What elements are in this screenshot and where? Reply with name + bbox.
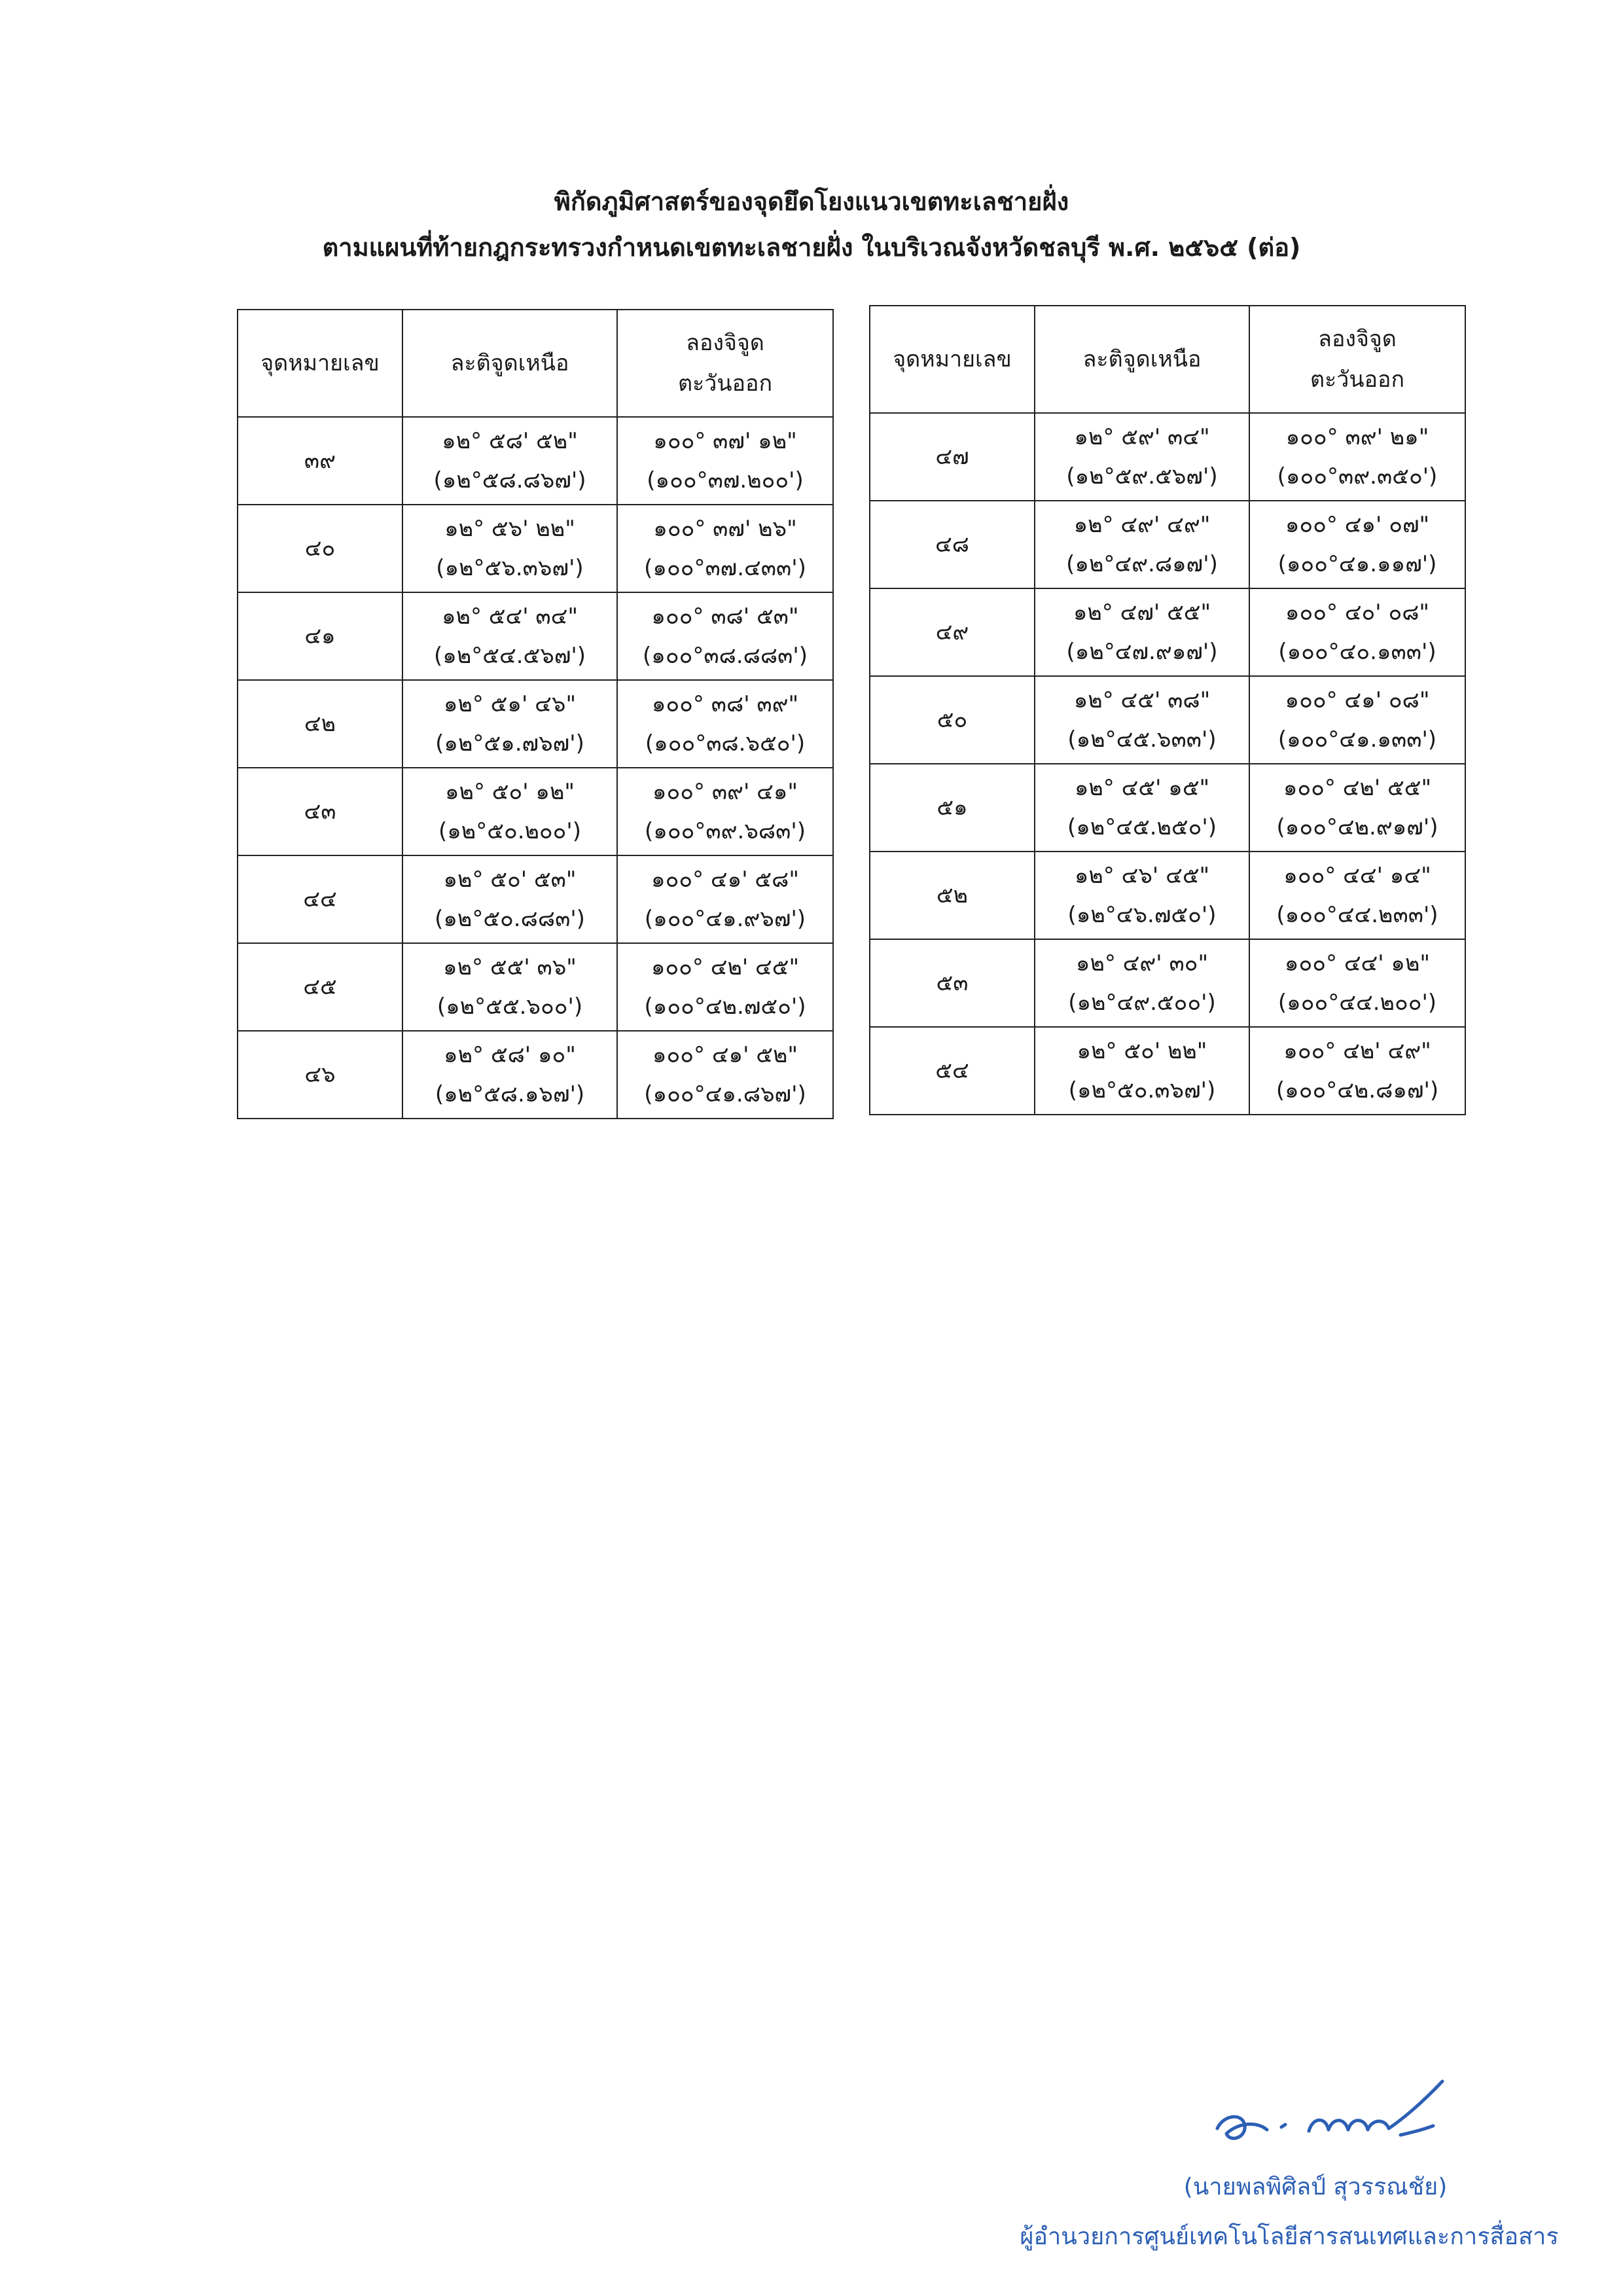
- longitude-dms: ๑๐๐° ๓๗' ๒๖": [653, 516, 797, 542]
- point-number-cell: ๕๓: [870, 939, 1035, 1027]
- page-title-line-2: ตามแผนที่ท้ายกฎกระทรวงกำหนดเขตทะเลชายฝั่ง ในบริเวณจังหวัดชลบุรี พ.ศ. ๒๕๖๕ (ต่อ): [322, 233, 1301, 262]
- signatory-name: (นายพลพิศิลป์ สุวรรณชัย): [1183, 2174, 1448, 2200]
- table-row: [870, 588, 1465, 676]
- point-number-cell: ๔๓: [238, 768, 402, 855]
- longitude-cell: [1249, 939, 1465, 1027]
- point-number-cell: ๔๙: [870, 588, 1035, 676]
- longitude-decimal: (๑๐๐°๓๙.๓๕๐'): [1277, 463, 1438, 490]
- longitude-decimal: (๑๐๐°๓๗.๔๓๓'): [644, 555, 806, 581]
- latitude-dms: ๑๒° ๔๙' ๓๐": [1075, 950, 1209, 977]
- longitude-dms: ๑๐๐° ๔๒' ๔๕": [651, 954, 800, 980]
- latitude-decimal: (๑๒°๔๗.๙๑๗'): [1066, 639, 1218, 665]
- longitude-decimal: (๑๐๐°๔๑.๑๑๗'): [1277, 551, 1437, 577]
- latitude-cell: [1035, 413, 1249, 501]
- latitude-decimal: (๑๒°๕๐.๓๖๗'): [1068, 1077, 1216, 1103]
- longitude-cell: [617, 1031, 833, 1119]
- longitude-dms: ๑๐๐° ๔๑' ๕๒": [652, 1042, 798, 1068]
- table-row: [870, 764, 1465, 852]
- point-number-cell: ๓๙: [238, 417, 402, 505]
- latitude-dms: ๑๒° ๔๗' ๕๕": [1073, 600, 1211, 626]
- header-latitude: ละติจูดเหนือ: [402, 310, 617, 417]
- latitude-decimal: (๑๒°๔๕.๖๓๓'): [1067, 726, 1217, 753]
- latitude-cell: [402, 855, 617, 943]
- latitude-dms: ๑๒° ๕๐' ๕๓": [443, 867, 577, 893]
- point-number-cell: ๔๔: [238, 855, 402, 943]
- latitude-dms: ๑๒° ๔๙' ๔๙": [1073, 512, 1211, 538]
- latitude-dms: ๑๒° ๕๙' ๓๔": [1074, 424, 1210, 450]
- coordinates-table-right: [869, 305, 1466, 1115]
- point-number-cell: ๔๒: [238, 680, 402, 768]
- latitude-decimal: (๑๒°๕๖.๓๖๗'): [436, 555, 584, 581]
- longitude-dms: ๑๐๐° ๓๘' ๕๓": [651, 603, 799, 630]
- latitude-cell: [402, 943, 617, 1031]
- table-row: [238, 768, 833, 855]
- longitude-decimal: (๑๐๐°๓๗.๒๐๐'): [647, 467, 804, 493]
- longitude-cell: [617, 768, 833, 855]
- latitude-decimal: (๑๒°๕๐.๘๘๓'): [435, 906, 585, 932]
- latitude-decimal: (๑๒°๕๔.๕๖๗'): [433, 643, 586, 669]
- latitude-cell: [1035, 852, 1249, 939]
- latitude-dms: ๑๒° ๔๕' ๑๕": [1074, 775, 1210, 801]
- latitude-decimal: (๑๒°๔๙.๘๑๗'): [1066, 551, 1218, 577]
- handwritten-signature: [1204, 2075, 1479, 2153]
- longitude-dms: ๑๐๐° ๓๙' ๔๑": [652, 779, 798, 805]
- latitude-dms: ๑๒° ๔๕' ๓๘": [1073, 687, 1211, 713]
- latitude-cell: [1035, 939, 1249, 1027]
- table-header-row: [870, 306, 1465, 413]
- table-row: [238, 680, 833, 768]
- point-number-cell: ๔๖: [238, 1031, 402, 1119]
- longitude-cell: [617, 855, 833, 943]
- latitude-dms: ๑๒° ๕๘' ๕๒": [442, 428, 578, 454]
- table-row: [870, 413, 1465, 501]
- point-number-cell: ๔๗: [870, 413, 1035, 501]
- point-number-cell: ๕๔: [870, 1027, 1035, 1115]
- latitude-cell: [1035, 764, 1249, 852]
- longitude-cell: [1249, 501, 1465, 588]
- header-point-number: จุดหมายเลข: [870, 306, 1035, 413]
- latitude-decimal: (๑๒°๕๘.๑๖๗'): [435, 1081, 585, 1107]
- longitude-cell: [617, 680, 833, 768]
- header-longitude: [617, 310, 833, 417]
- latitude-cell: [1035, 676, 1249, 764]
- latitude-decimal: (๑๒°๕๙.๕๖๗'): [1066, 463, 1218, 490]
- latitude-cell: [402, 768, 617, 855]
- latitude-dms: ๑๒° ๕๑' ๔๖": [443, 691, 577, 717]
- table-row: [238, 417, 833, 505]
- latitude-dms: ๑๒° ๕๐' ๑๒": [444, 779, 575, 805]
- latitude-decimal: (๑๒°๔๙.๕๐๐'): [1068, 990, 1216, 1016]
- longitude-cell: [1249, 413, 1465, 501]
- longitude-dms: ๑๐๐° ๔๔' ๑๔": [1283, 863, 1431, 889]
- longitude-cell: [1249, 1027, 1465, 1115]
- longitude-dms: ๑๐๐° ๓๙' ๒๑": [1285, 424, 1429, 450]
- longitude-decimal: (๑๐๐°๔๒.๗๕๐'): [644, 994, 806, 1020]
- table-row: [870, 939, 1465, 1027]
- header-longitude-line-1: ลองจิจูด: [1318, 326, 1397, 352]
- header-longitude-line-1: ลองจิจูด: [686, 330, 764, 356]
- latitude-cell: [402, 592, 617, 680]
- longitude-dms: ๑๐๐° ๔๑' ๐๗": [1285, 512, 1430, 538]
- latitude-cell: [402, 505, 617, 592]
- longitude-cell: [617, 592, 833, 680]
- latitude-cell: [1035, 588, 1249, 676]
- longitude-dms: ๑๐๐° ๔๑' ๕๘": [651, 867, 799, 893]
- latitude-cell: [1035, 501, 1249, 588]
- longitude-decimal: (๑๐๐°๔๑.๑๓๓'): [1277, 726, 1437, 753]
- longitude-dms: ๑๐๐° ๔๒' ๔๙": [1283, 1038, 1431, 1064]
- table-row: [238, 592, 833, 680]
- longitude-decimal: (๑๐๐°๔๐.๑๓๓'): [1278, 639, 1436, 665]
- point-number-cell: ๔๕: [238, 943, 402, 1031]
- longitude-dms: ๑๐๐° ๓๘' ๓๙": [651, 691, 799, 717]
- header-longitude-line-2: ตะวันออก: [677, 370, 773, 397]
- longitude-dms: ๑๐๐° ๔๐' ๐๘": [1285, 600, 1430, 626]
- longitude-decimal: (๑๐๐°๓๘.๖๕๐'): [645, 730, 806, 757]
- longitude-cell: [1249, 764, 1465, 852]
- latitude-decimal: (๑๒°๔๕.๒๕๐'): [1067, 814, 1217, 840]
- latitude-cell: [1035, 1027, 1249, 1115]
- header-longitude-line-2: ตะวันออก: [1310, 367, 1405, 393]
- latitude-dms: ๑๒° ๕๘' ๑๐": [444, 1042, 576, 1068]
- latitude-dms: ๑๒° ๕๖' ๒๒": [444, 516, 575, 542]
- longitude-decimal: (๑๐๐°๔๔.๒๐๐'): [1277, 990, 1437, 1016]
- longitude-cell: [617, 417, 833, 505]
- longitude-dms: ๑๐๐° ๔๒' ๕๕": [1283, 775, 1432, 801]
- table-row: [870, 501, 1465, 588]
- table-row: [238, 855, 833, 943]
- latitude-cell: [402, 417, 617, 505]
- longitude-decimal: (๑๐๐°๔๒.๙๑๗'): [1276, 814, 1438, 840]
- table-row: [870, 676, 1465, 764]
- longitude-cell: [1249, 852, 1465, 939]
- table-row: [870, 852, 1465, 939]
- longitude-decimal: (๑๐๐°๔๑.๘๖๗'): [644, 1081, 806, 1107]
- longitude-cell: [617, 505, 833, 592]
- point-number-cell: ๕๐: [870, 676, 1035, 764]
- point-number-cell: ๔๐: [238, 505, 402, 592]
- latitude-dms: ๑๒° ๕๕' ๓๖": [443, 954, 577, 980]
- longitude-decimal: (๑๐๐°๔๒.๘๑๗'): [1275, 1077, 1439, 1103]
- page-title-line-1: พิกัดภูมิศาสตร์ของจุดยึดโยงแนวเขตทะเลชายฝั่ง: [554, 187, 1069, 216]
- point-number-cell: ๔๑: [238, 592, 402, 680]
- latitude-cell: [402, 1031, 617, 1119]
- longitude-dms: ๑๐๐° ๔๔' ๑๒": [1284, 950, 1431, 977]
- table-row: [238, 943, 833, 1031]
- table-row: [238, 1031, 833, 1119]
- latitude-dms: ๑๒° ๕๔' ๓๔": [441, 603, 579, 630]
- header-longitude: [1249, 306, 1465, 413]
- longitude-cell: [617, 943, 833, 1031]
- header-latitude: ละติจูดเหนือ: [1035, 306, 1249, 413]
- point-number-cell: ๕๑: [870, 764, 1035, 852]
- point-number-cell: ๕๒: [870, 852, 1035, 939]
- latitude-decimal: (๑๒°๕๑.๗๖๗'): [435, 730, 584, 757]
- coordinates-table-left: [237, 309, 834, 1119]
- latitude-dms: ๑๒° ๔๖' ๔๕": [1074, 863, 1210, 889]
- latitude-decimal: (๑๒°๕๐.๒๐๐'): [438, 818, 582, 844]
- longitude-dms: ๑๐๐° ๓๗' ๑๒": [653, 428, 797, 454]
- latitude-decimal: (๑๒°๔๖.๗๕๐'): [1067, 902, 1217, 928]
- latitude-decimal: (๑๒°๕๕.๖๐๐'): [437, 994, 583, 1020]
- latitude-dms: ๑๒° ๕๐' ๒๒": [1077, 1038, 1207, 1064]
- longitude-decimal: (๑๐๐°๓๘.๘๘๓'): [643, 643, 808, 669]
- latitude-cell: [402, 680, 617, 768]
- table-row: [870, 1027, 1465, 1115]
- signatory-position: ผู้อำนวยการศูนย์เทคโนโลยีสารสนเทศและการสื่อสาร: [1020, 2223, 1559, 2250]
- table-header-row: [238, 310, 833, 417]
- table-row: [238, 505, 833, 592]
- longitude-cell: [1249, 588, 1465, 676]
- latitude-decimal: (๑๒°๕๘.๘๖๗'): [433, 467, 586, 493]
- longitude-decimal: (๑๐๐°๓๙.๖๘๓'): [645, 818, 806, 844]
- header-point-number: จุดหมายเลข: [238, 310, 402, 417]
- longitude-decimal: (๑๐๐°๔๔.๒๓๓'): [1276, 902, 1438, 928]
- point-number-cell: ๔๘: [870, 501, 1035, 588]
- longitude-cell: [1249, 676, 1465, 764]
- longitude-decimal: (๑๐๐°๔๑.๙๖๗'): [644, 906, 806, 932]
- longitude-dms: ๑๐๐° ๔๑' ๐๘": [1285, 687, 1430, 713]
